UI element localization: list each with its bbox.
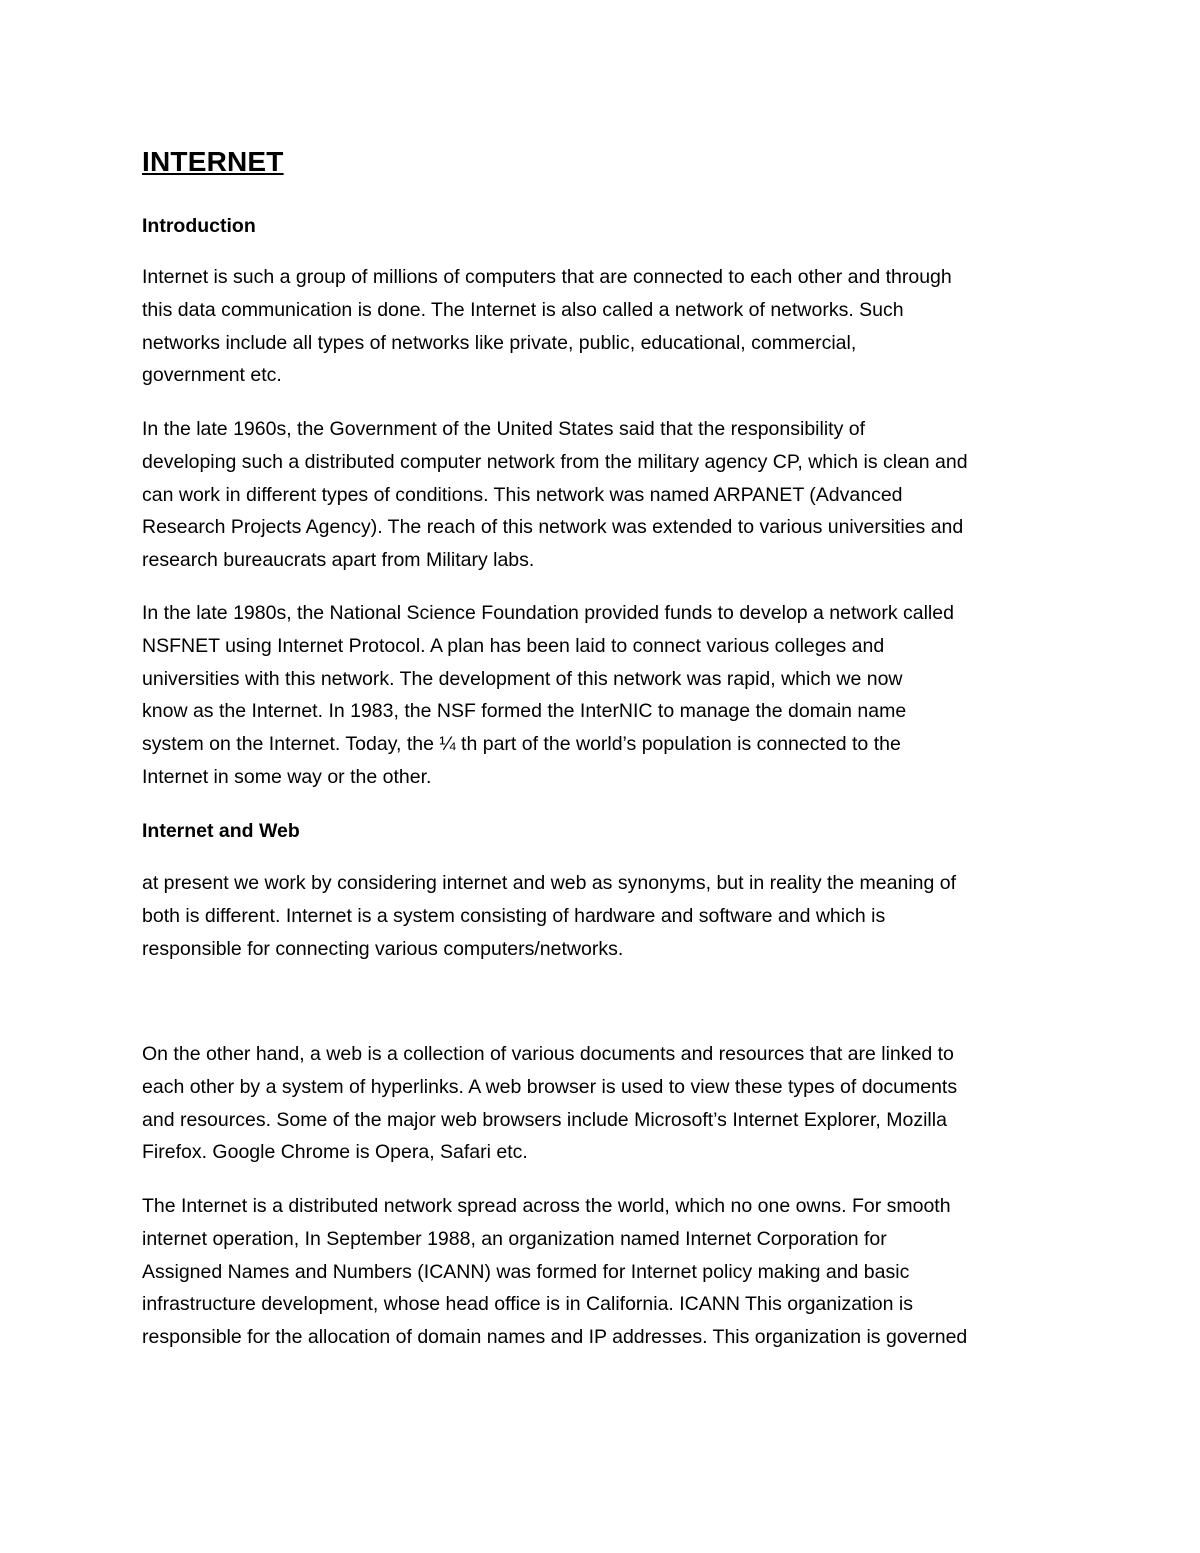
- text-line: responsible for connecting various computers/networks.: [142, 937, 624, 960]
- text-line: networks include all types of networks like private, public, educational, commercial,: [142, 331, 857, 354]
- text-line: Research Projects Agency). The reach of this network was extended to various universities and: [142, 516, 964, 539]
- text-line: On the other hand, a web is a collection of various documents and resources that are linked to: [142, 1043, 954, 1065]
- text-line: In the late 1960s, the Government of the United States said that the responsibility of: [142, 418, 866, 440]
- text-line: both is different. Internet is a system consisting of hardware and software and which is: [142, 904, 886, 927]
- text-line: The Internet is a distributed network spread across the world, which no one owns. For smooth: [142, 1195, 951, 1217]
- paragraph-intro-1: [142, 261, 1072, 392]
- text-line: and resources. Some of the major web browsers include Microsoft’s Internet Explorer, Mozilla: [142, 1108, 947, 1131]
- text-line: responsible for the allocation of domain names and IP addresses. This organization is governed: [142, 1326, 968, 1349]
- text-line: Firefox. Google Chrome is Opera, Safari etc.: [142, 1141, 528, 1164]
- heading-internet-and-web: Internet and Web: [142, 820, 300, 842]
- paragraph-intro-3: [142, 597, 1072, 794]
- text-line: this data communication is done. The Internet is also called a network of networks. Such: [142, 298, 904, 321]
- paragraph-web-3: [142, 1190, 1072, 1354]
- paragraph-intro-2: [142, 413, 1072, 577]
- text-line: each other by a system of hyperlinks. A web browser is used to view these types of documents: [142, 1075, 958, 1098]
- text-line: research bureaucrats apart from Military labs.: [142, 549, 535, 572]
- document-title: INTERNET: [142, 146, 284, 177]
- paragraph-web-2: [142, 1038, 1072, 1169]
- text-line: infrastructure development, whose head office is in California. ICANN This organization is: [142, 1293, 913, 1316]
- text-line: In the late 1980s, the National Science Foundation provided funds to develop a network called: [142, 602, 954, 624]
- text-line: Internet in some way or the other.: [142, 765, 432, 788]
- text-line: internet operation, In September 1988, an organization named Internet Corporation for: [142, 1227, 887, 1250]
- text-line: system on the Internet. Today, the ¼ th part of the world’s population is connected to the: [142, 733, 901, 756]
- text-line: Internet is such a group of millions of computers that are connected to each other and through: [142, 266, 952, 288]
- heading-introduction: Introduction: [142, 215, 256, 237]
- text-line: can work in different types of conditions. This network was named ARPANET (Advanced: [142, 483, 903, 506]
- text-line: at present we work by considering internet and web as synonyms, but in reality the meaning of: [142, 872, 957, 894]
- paragraph-web-1: [142, 867, 1072, 965]
- text-line: NSFNET using Internet Protocol. A plan has been laid to connect various colleges and: [142, 634, 885, 657]
- text-line: developing such a distributed computer network from the military agency CP, which is clean and: [142, 450, 968, 473]
- text-line: Assigned Names and Numbers (ICANN) was formed for Internet policy making and basic: [142, 1260, 910, 1283]
- text-line: universities with this network. The development of this network was rapid, which we now: [142, 667, 903, 690]
- text-line: know as the Internet. In 1983, the NSF formed the InterNIC to manage the domain name: [142, 700, 907, 723]
- text-line: government etc.: [142, 364, 282, 387]
